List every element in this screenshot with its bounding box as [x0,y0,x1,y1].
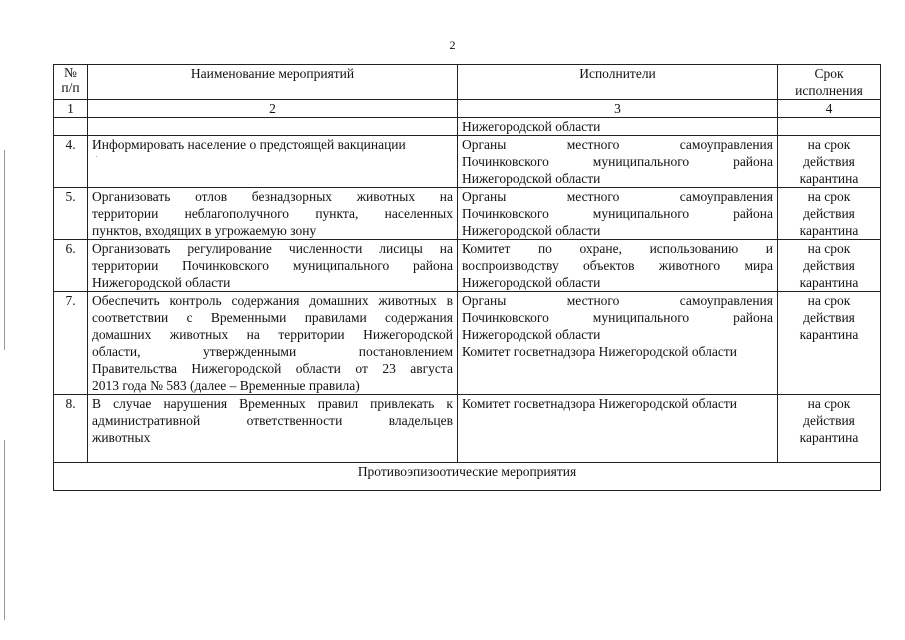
row-executors [458,188,778,240]
section-row [54,463,881,491]
continuation-name [88,118,458,136]
page-number: 2 [449,38,456,52]
measure-line: животных [92,430,151,445]
header-name: Наименование мероприятий [88,65,458,100]
continuation-number [54,118,88,136]
executor-line: Нижегородской области [462,171,601,186]
table-header-row [54,65,881,100]
column-index: 3 [458,100,778,118]
executor-line: Нижегородской области [462,275,601,290]
measure-line: области, утвержденными постановлением [92,344,453,359]
measure-line: соответствии с Временными правилами содержания [92,310,453,325]
row-number: 6. [54,240,88,292]
executor-line: Органы местного самоуправления [462,293,773,308]
table-row [54,136,881,188]
executor-line: Починковского муниципального района [462,310,773,325]
row-term: на срок действия карантина [778,188,881,240]
row-term: на срок действия карантина [778,240,881,292]
executor-line: Нижегородской области [462,223,601,238]
row-term: на срок действия карантина [778,395,881,463]
section-title: Противоэпизоотические мероприятия [54,463,881,491]
column-index: 4 [778,100,881,118]
executor-line: Комитет госветнадзора Нижегородской области [462,396,737,411]
executor-line: Комитет госветнадзора Нижегородской области [462,344,737,359]
row-measure [88,188,458,240]
column-index-row [54,100,881,118]
measure-line: территории Починковского муниципального района [92,258,453,273]
row-number: 7. [54,292,88,395]
measure-line: домашних животных на территории Нижегородской [92,327,453,342]
row-measure [88,240,458,292]
measure-line: 2013 года № 583 (далее – Временные правила) [92,378,360,393]
executor-line: Нижегородской области [462,327,601,342]
header-executors: Исполнители [458,65,778,100]
row-number: 8. [54,395,88,463]
executor-line: Органы местного самоуправления [462,137,773,152]
row-measure [88,292,458,395]
measure-line: административной ответственности владельцев [92,413,453,428]
row-executors [458,395,778,463]
left-margin-mark-lower [4,440,5,620]
measure-text: Информировать население о предстоящей вакцинации [92,137,406,152]
row-measure [88,136,458,188]
measures-table [53,64,881,491]
table-row [54,188,881,240]
table-row [54,240,881,292]
row-executors [458,292,778,395]
continuation-executors: Нижегородской области [458,118,778,136]
header-number: № п/п [54,65,88,100]
header-term: Срок исполнения [778,65,881,100]
row-executors [458,240,778,292]
continuation-term [778,118,881,136]
executor-line: воспроизводству объектов животного мира [462,258,773,273]
measure-line: Организовать отлов безнадзорных животных на [92,189,453,204]
executor-line: Комитет по охране, использованию и [462,241,773,256]
measure-line: Организовать регулирование численности лисицы на [92,241,453,256]
column-index: 2 [88,100,458,118]
row-measure [88,395,458,463]
row-term: на срок действия карантина [778,136,881,188]
row-number: 4. [54,136,88,188]
executor-line: Починковского муниципального района [462,154,773,169]
measure-line: Правительства Нижегородской области от 23 августа [92,361,453,376]
measure-line: В случае нарушения Временных правил привлекать к [92,396,453,411]
row-executors [458,136,778,188]
executor-line: Починковского муниципального района [462,206,773,221]
left-margin-mark [4,150,5,350]
measure-line: Нижегородской области [92,275,231,290]
measure-line: Обеспечить контроль содержания домашних животных в [92,293,453,308]
row-number: 5. [54,188,88,240]
row-term: на срок действия карантина [778,292,881,395]
measure-line: пунктов, входящих в угрожаемую зону [92,223,317,238]
column-index: 1 [54,100,88,118]
table-row [54,395,881,463]
measure-line: территории неблагополучного пункта, населенных [92,206,453,221]
stray-mark: . [96,153,98,159]
executor-line: Органы местного самоуправления [462,189,773,204]
continuation-row [54,118,881,136]
table-row [54,292,881,395]
